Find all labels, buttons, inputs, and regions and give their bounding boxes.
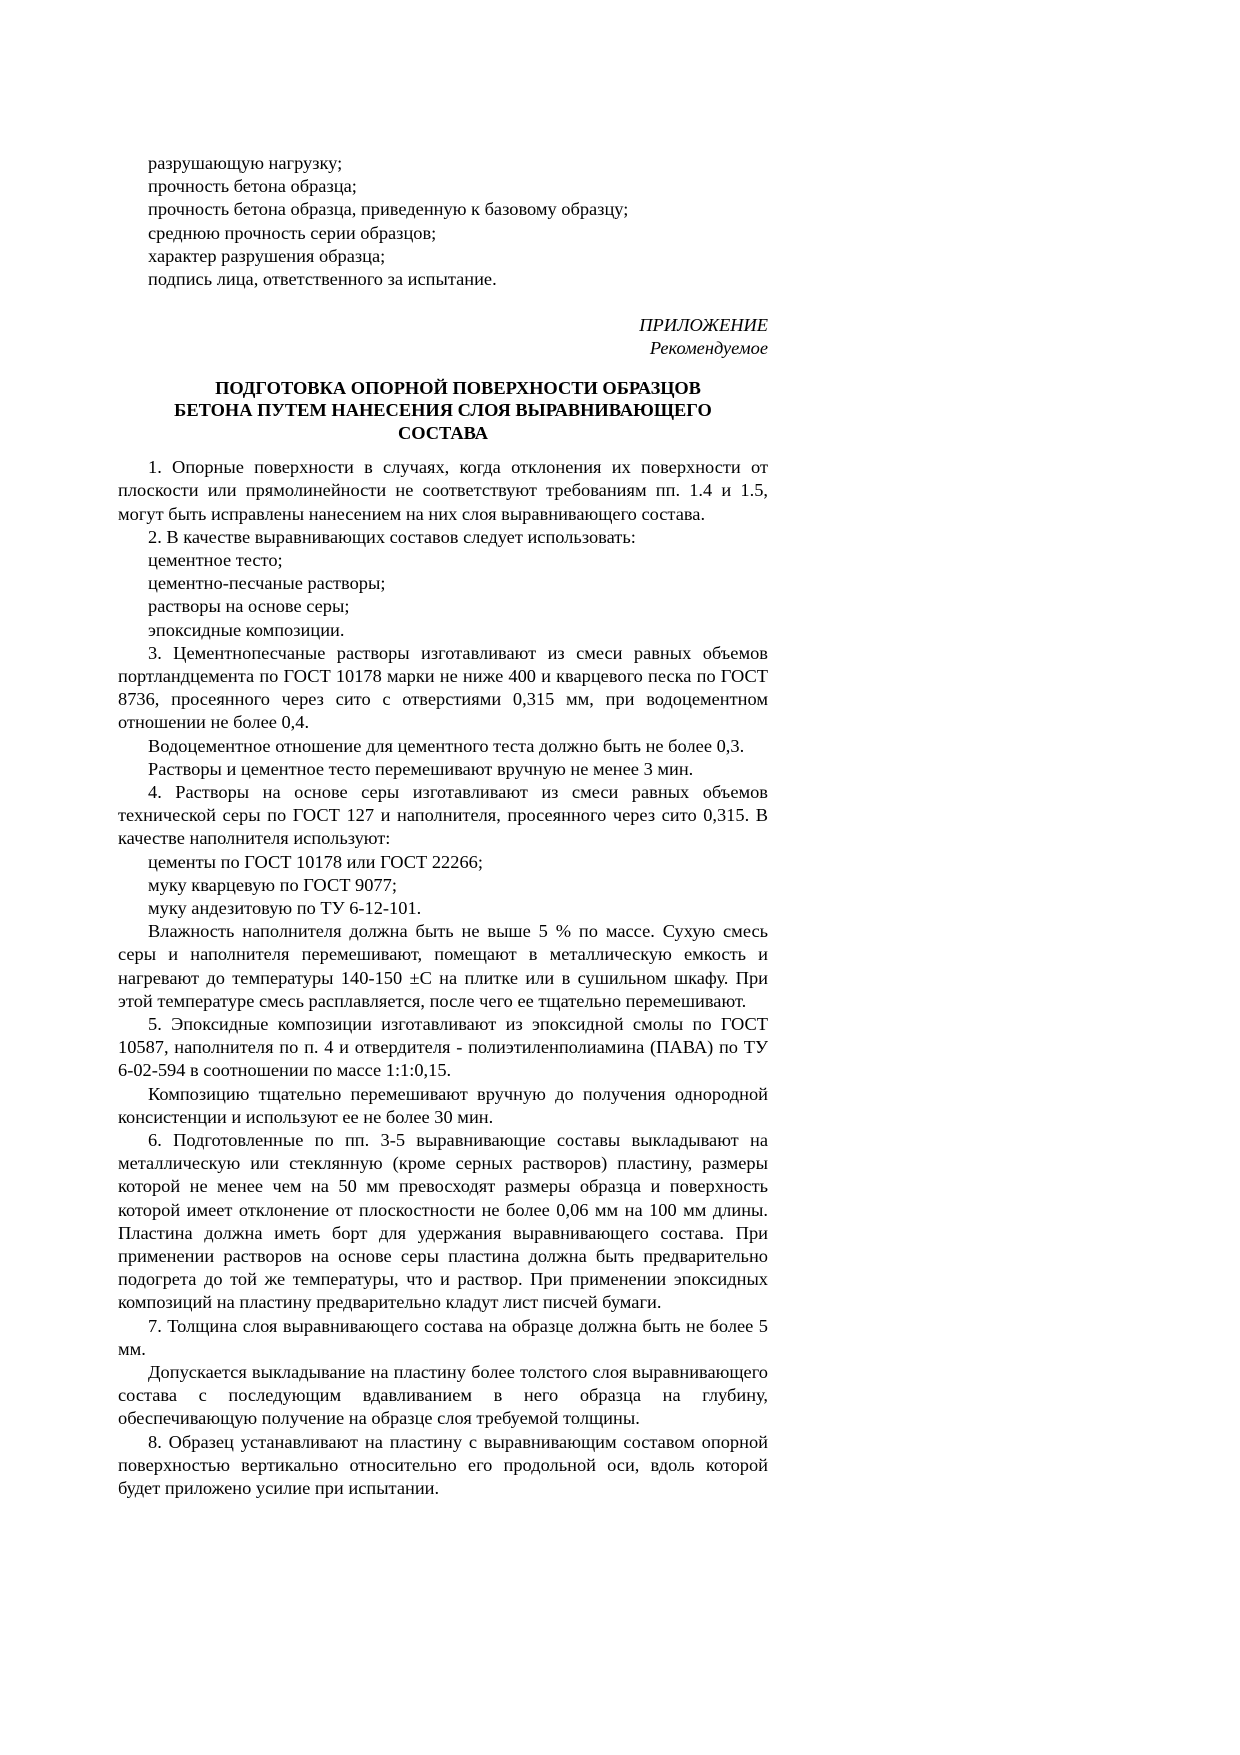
list-item: эпоксидные композиции. bbox=[148, 619, 345, 640]
intro-list-item: прочность бетона образца, приведенную к базовому образцу; bbox=[148, 199, 629, 220]
appendix-status: Рекомендуемое bbox=[649, 338, 768, 359]
paragraph-7: 7. Толщина слоя выравнивающего состава на образце должна быть не более 5 мм. bbox=[118, 1315, 768, 1359]
paragraph-5: 5. Эпоксидные композиции изготавливают из эпоксидной смолы по ГОСТ 10587, наполнителя по п. 4 и отвердителя - полиэтиленполиамина (ПАВА) по ТУ 6-02-594 в соотношении по массе 1:1:0,15. bbox=[118, 1014, 768, 1081]
intro-list-item: среднюю прочность серии образцов; bbox=[148, 222, 437, 243]
section-title-line: БЕТОНА ПУТЕМ НАНЕСЕНИЯ СЛОЯ ВЫРАВНИВАЮЩЕГО bbox=[174, 400, 712, 421]
list-item: муку андезитовую по ТУ 6-12-101. bbox=[148, 897, 422, 918]
section-title bbox=[118, 377, 768, 445]
section-title-line: ПОДГОТОВКА ОПОРНОЙ ПОВЕРХНОСТИ ОБРАЗЦОВ bbox=[215, 377, 701, 398]
intro-list-item: прочность бетона образца; bbox=[148, 176, 357, 197]
paragraph-5b: Композицию тщательно перемешивают вручную до получения однородной консистенции и используют ее не более 30 мин. bbox=[118, 1083, 768, 1127]
intro-list bbox=[118, 152, 768, 291]
intro-list-item: характер разрушения образца; bbox=[148, 245, 386, 266]
list-item: цементно-песчаные растворы; bbox=[148, 573, 386, 594]
document-page bbox=[118, 152, 768, 1500]
paragraph-1: 1. Опорные поверхности в случаях, когда отклонения их поверхности от плоскости или прямолинейности не соответствуют требованиям пп. 1.4 и 1.5, могут быть исправлены нанесением на них слоя выравнивающего состава. bbox=[118, 457, 768, 524]
paragraph-3: 3. Цементнопесчаные растворы изготавливают из смеси равных объемов портландцемента по ГОСТ 10178 марки не ниже 400 и кварцевого песка по ГОСТ 8736, просеянного через сито с отверстиями 0,315 мм, при водоцементном отношении не более 0,4. bbox=[118, 642, 768, 733]
intro-list-item: разрушающую нагрузку; bbox=[148, 153, 343, 173]
paragraph-4: 4. Растворы на основе серы изготавливают из смеси равных объемов технической серы по ГОСТ 127 и наполнителя, просеянного через сито 0,315. В качестве наполнителя используют: bbox=[118, 781, 768, 849]
paragraph-2: 2. В качестве выравнивающих составов следует использовать: bbox=[148, 526, 636, 547]
appendix-label: ПРИЛОЖЕНИЕ bbox=[639, 315, 768, 336]
paragraph-3c: Растворы и цементное тесто перемешивают вручную не менее 3 мин. bbox=[148, 758, 694, 779]
paragraph-3b: Водоцементное отношение для цементного теста должно быть не более 0,3. bbox=[148, 735, 745, 756]
paragraph-8: 8. Образец устанавливают на пластину с выравнивающим составом опорной поверхностью вертикально относительно его продольной оси, вдоль которой будет приложено усилие при испытании. bbox=[118, 1431, 768, 1499]
spacer bbox=[118, 291, 768, 314]
paragraph-6: 6. Подготовленные по пп. 3-5 выравнивающие составы выкладывают на металлическую или стеклянную (кроме серных растворов) пластину, размеры которой не менее чем на 50 мм превосходят размеры образца и поверхность которой имеет отклонение от плоскостности не более 0,06 мм на 100 мм длины. Пластина должна иметь борт для удержания выравнивающего состава. При применении растворов на основе серы пластина должна быть предварительно подогрета до той же температуры, что и раствор. При применении эпоксидных композиций на пластину предварительно кладут лист писчей бумаги. bbox=[118, 1130, 768, 1313]
paragraph-7b: Допускается выкладывание на пластину более толстого слоя выравнивающего состава с последующим вдавливанием в него образца на глубину, обеспечивающую получение на образце слоя требуемой толщины. bbox=[118, 1362, 768, 1429]
list-item: муку кварцевую по ГОСТ 9077; bbox=[148, 874, 397, 895]
intro-list-item: подпись лица, ответственного за испытание. bbox=[148, 269, 497, 290]
list-item: цементы по ГОСТ 10178 или ГОСТ 22266; bbox=[148, 851, 483, 872]
list-item: цементное тесто; bbox=[148, 549, 283, 570]
paragraph-4b: Влажность наполнителя должна быть не выше 5 % по массе. Сухую смесь серы и наполнителя перемешивают, помещают в металлическую емкость и нагревают до температуры 140-150 ±С на плитке или в сушильном шкафу. При этой температуре смесь расплавляется, после чего ее тщательно перемешивают. bbox=[118, 921, 768, 1011]
list-item: растворы на основе серы; bbox=[148, 596, 350, 617]
section-title-line: СОСТАВА bbox=[397, 422, 489, 443]
